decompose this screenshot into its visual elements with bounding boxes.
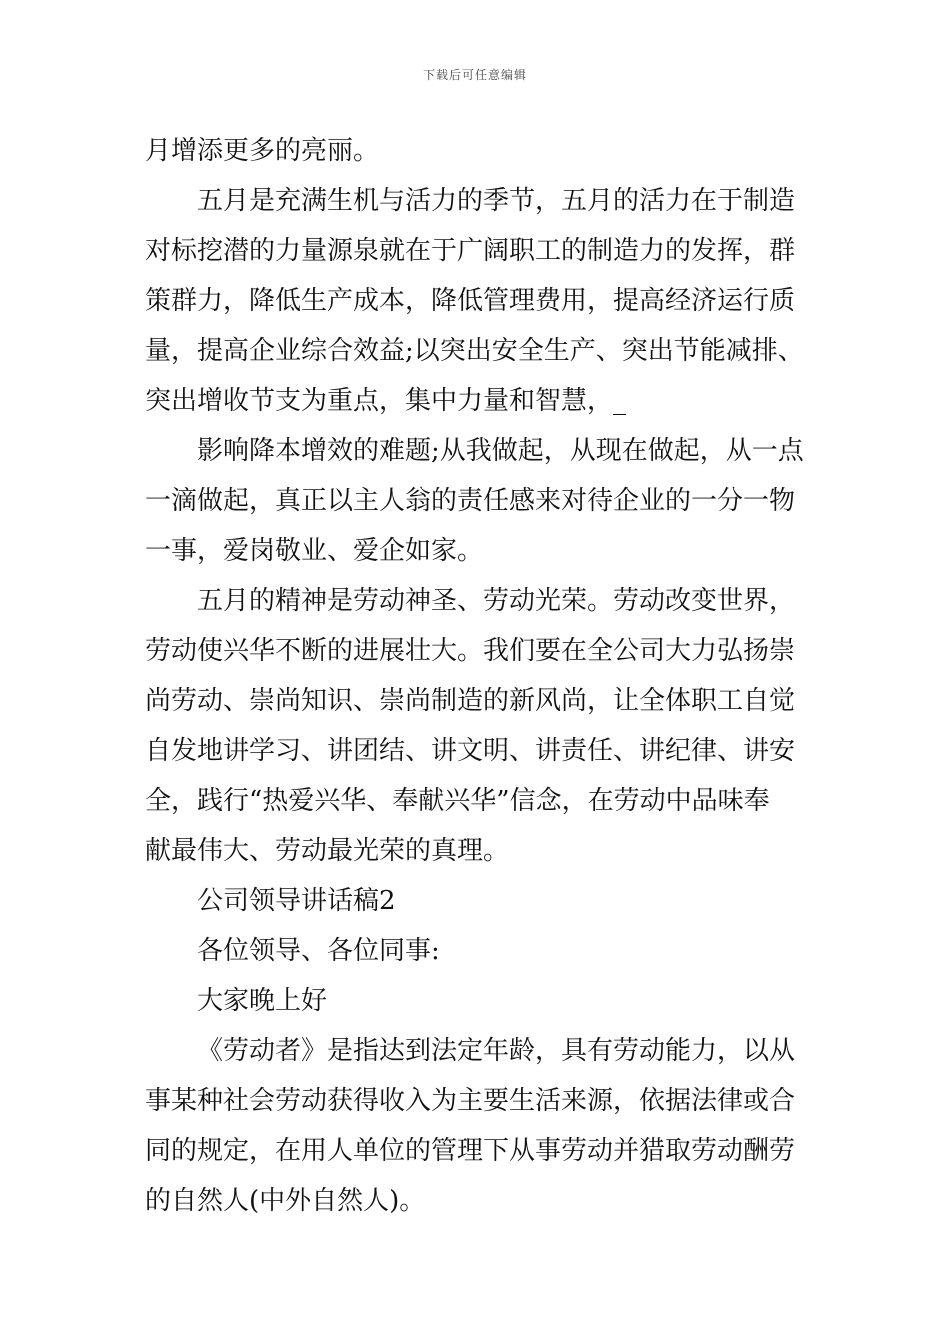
text-line: 同的规定，在用人单位的管理下从事劳动并猎取劳动酬劳 [145,1136,796,1166]
text-line: 对标挖潜的力量源泉就在于广阔职工的制造力的发挥，群 [145,236,796,266]
document-body [145,126,807,1226]
text-line: 事某种社会劳动获得收入为主要生活来源，依据法律或合 [145,1086,796,1116]
text-line: 五月是充满生机与活力的季节，五月的活力在于制造 [197,186,796,216]
text-line: 劳动使兴华不断的进展壮大。我们要在全公司大力弘扬崇 [145,636,796,666]
page-header: 下载后可任意编辑 [422,68,527,82]
text-line: 的自然人(中外自然人)。 [145,1186,426,1216]
text-line: 影响降本增效的难题;从我做起，从现在做起，从一点 [197,436,804,466]
text-line: 《劳动者》是指达到法定年龄，具有劳动能力，以从 [197,1036,796,1066]
text-line: 自发地讲学习、讲团结、讲文明、讲责任、讲纪律、讲安 [145,736,796,766]
text-line: 一滴做起，真正以主人翁的责任感来对待企业的一分一物 [145,486,796,516]
text-line: 策群力，降低生产成本，降低管理费用，提高经济运行质 [145,286,796,316]
text-line: 尚劳动、崇尚知识、崇尚制造的新风尚，让全体职工自觉 [145,686,796,716]
text-line: 五月的精神是劳动神圣、劳动光荣。劳动改变世界， [197,586,796,616]
section-heading: 公司领导讲话稿2 [197,886,396,916]
text-line: 一事，爱岗敬业、爱企如家。 [145,536,484,566]
text-line: 月增添更多的亮丽。 [145,136,380,166]
salutation: 各位领导、各位同事: [197,936,440,966]
greeting: 大家晚上好 [197,986,328,1016]
text-line: 全，践行“热爱兴华、奉献兴华”信念，在劳动中品味奉 [145,786,770,816]
text-line: 献最伟大、劳动最光荣的真理。 [145,836,510,866]
text-line: 突出增收节支为重点，集中力量和智慧，_ [145,386,627,416]
text-line: 量，提高企业综合效益;以突出安全生产、突出节能减排、 [145,336,804,366]
